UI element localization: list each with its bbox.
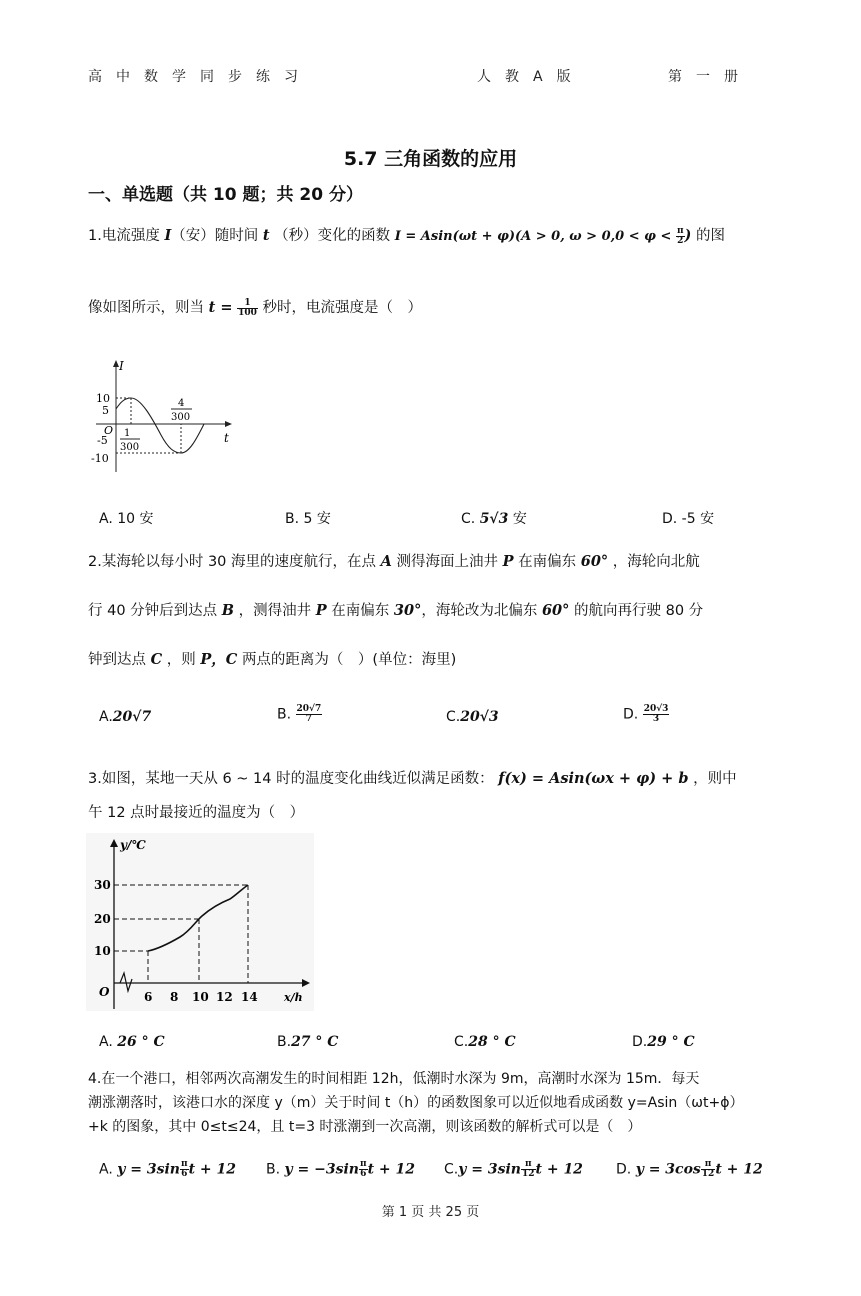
q2-option-b-fraction [296, 705, 323, 724]
q2-option-b-num: 20√7 [296, 704, 322, 714]
q4-option-b[interactable] [266, 1160, 415, 1179]
q1-option-d[interactable]: D. -5 安 [662, 511, 715, 527]
question-2-line-1 [88, 552, 700, 572]
q4-option-c-rhs: t + 12 [535, 1161, 583, 1178]
q2-option-d-num: 20√3 [643, 704, 669, 714]
q2-option-a[interactable] [99, 709, 151, 725]
q4-option-d-rhs: t + 12 [715, 1161, 763, 1178]
q2-point-a: A [380, 553, 392, 570]
q2-line2-a: 行 40 分钟后到达点 [88, 603, 218, 619]
q1-var-t: t [262, 227, 270, 244]
q1-option-c[interactable] [461, 508, 527, 528]
q1-t-eq: t = [208, 299, 233, 316]
question-1-line-2 [88, 298, 422, 318]
q4-option-c-fraction [521, 1160, 536, 1179]
q3-option-b-math: 27 ° C [291, 1034, 339, 1050]
q4-option-a-prefix: A. [99, 1161, 113, 1178]
q3-graph-background [86, 833, 314, 1011]
q4-option-a-fraction [180, 1160, 189, 1179]
q4-option-c-den: 12 [521, 1169, 535, 1179]
q4-option-a-rhs: t + 12 [188, 1161, 236, 1178]
q3-option-c-prefix: C. [454, 1034, 469, 1050]
q1-formula-fraction [676, 227, 685, 246]
header-middle: 人 教 A 版 [477, 69, 571, 85]
question-4-line-3: +k 的图象，其中 0≤t≤24，且 t=3 时涨潮到一次高潮，则该函数的解析式可以是（ ） [88, 1119, 642, 1135]
q3-option-d-prefix: D. [632, 1034, 648, 1050]
q4-option-c-lhs: y = 3sin [458, 1161, 521, 1178]
q2-option-a-prefix: A. [99, 709, 113, 725]
q3-ytick-30: 30 [94, 878, 111, 892]
q3-option-a[interactable] [99, 1034, 165, 1050]
q1-xlabel2-num: 4 [178, 398, 185, 409]
q2-angle-60-2: 60° [541, 602, 570, 619]
q3-option-c[interactable] [454, 1034, 516, 1050]
q1-xlabel1-num: 1 [124, 428, 131, 439]
q3-graph [86, 833, 314, 1011]
q3-option-d[interactable] [632, 1034, 695, 1050]
q3-line1-a: 3.如图，某地一天从 6 ~ 14 时的温度变化曲线近似满足函数： [88, 771, 494, 787]
q1-ytick-10: 10 [96, 392, 110, 405]
question-1-line-1 [88, 226, 778, 247]
q3-option-a-math: 26 ° C [117, 1034, 165, 1050]
q1-origin: O [104, 424, 114, 437]
q1-ytick-neg10: -10 [91, 452, 109, 465]
q4-option-d[interactable] [616, 1160, 763, 1179]
header-left: 高 中 数 学 同 步 练 习 [88, 69, 298, 85]
section-heading: 一、单选题（共 10 题；共 20 分） [88, 185, 363, 205]
q2-line1-b: 测得海面上油井 [396, 554, 498, 570]
q1-frac-two: 2 [677, 235, 684, 246]
q3-y-label: y/℃ [120, 838, 146, 852]
q3-origin: O [99, 985, 110, 999]
q1-t-fraction [237, 299, 258, 318]
q3-line1-b: ，则中 [693, 771, 737, 787]
q1-unit: （安）随时间 [171, 228, 259, 244]
q4-option-c-prefix: C. [444, 1161, 459, 1178]
q1-x-label: t [224, 431, 229, 445]
q3-xtick-8: 8 [170, 990, 179, 1004]
q2-option-b[interactable] [277, 705, 322, 724]
q1-line2-tail: 秒时，电流强度是（ ） [262, 300, 423, 316]
q2-option-c-math: 20√3 [460, 709, 499, 725]
q1-xlabel2-den: 300 [171, 412, 191, 423]
q2-line3-b: ，则 [166, 652, 196, 668]
q1-formula-end: ) [684, 227, 692, 244]
q3-x-label: x/h [284, 991, 303, 1004]
q2-option-d-den: 3 [652, 714, 660, 724]
q2-option-b-prefix: B. [277, 706, 292, 723]
q4-option-b-fraction [359, 1160, 368, 1179]
q2-point-p: P [502, 553, 514, 570]
q4-option-c[interactable] [444, 1160, 583, 1179]
q4-option-b-prefix: B. [266, 1161, 281, 1178]
q4-option-d-fraction [701, 1160, 716, 1179]
q2-line2-b: ，测得油井 [238, 603, 312, 619]
q4-option-d-den: 12 [701, 1169, 715, 1179]
q1-y-label: I [119, 359, 124, 373]
q4-option-b-rhs: t + 12 [367, 1161, 416, 1178]
page-footer: 第 1 页 共 25 页 [381, 1205, 480, 1220]
q2-line2-c: 在南偏东 [331, 603, 390, 619]
q1-tail: 的图 [696, 228, 726, 244]
q2-line3-c: 两点的距离为（ ）(单位：海里) [241, 652, 457, 668]
q4-option-b-pi: π [359, 1159, 367, 1169]
q2-option-b-den: 7 [305, 714, 312, 724]
page-title: 5.7 三角函数的应用 [343, 148, 518, 170]
q2-option-c-prefix: C. [446, 709, 461, 725]
q2-line2-d: ，海轮改为北偏东 [421, 603, 538, 619]
q3-xtick-12: 12 [216, 990, 233, 1004]
q3-option-c-math: 28 ° C [468, 1034, 516, 1050]
question-2-line-2 [88, 601, 703, 621]
q3-ytick-20: 20 [94, 912, 111, 926]
q2-line2-e: 的航向再行驶 80 分 [573, 603, 704, 619]
q1-ytick-neg5: -5 [97, 434, 108, 447]
q1-option-c-suffix: 安 [512, 511, 527, 527]
q1-line2-prefix: 像如图所示，则当 [88, 300, 204, 316]
q4-option-b-den: 6 [360, 1169, 367, 1179]
q4-option-b-lhs: y = −3sin [284, 1161, 359, 1178]
q2-option-d[interactable] [623, 705, 669, 724]
q2-angle-60: 60° [580, 553, 609, 570]
q1-ytick-5: 5 [102, 404, 109, 417]
question-4-line-1: 4.在一个港口，相邻两次高潮发生的时间相距 12h，低潮时水深为 9m，高潮时水深为 15m．每天 [88, 1071, 700, 1087]
q1-option-a[interactable]: A. 10 安 [99, 511, 154, 527]
question-3-line-2: 午 12 点时最接近的温度为（ ） [88, 805, 305, 821]
q3-option-b-prefix: B. [277, 1034, 292, 1050]
q2-point-p-2: P [315, 602, 327, 619]
q2-option-d-fraction [643, 705, 670, 724]
q2-line1-c: 在南偏东 [518, 554, 577, 570]
q3-xtick-10: 10 [192, 990, 209, 1004]
q4-option-a[interactable] [99, 1160, 236, 1179]
q4-option-d-pi: π [701, 1160, 716, 1170]
q4-option-a-lhs: y = 3sin [117, 1161, 180, 1178]
q1-xlabel1-den: 300 [120, 442, 140, 453]
q3-ytick-10: 10 [94, 944, 111, 958]
q2-option-c[interactable] [446, 709, 499, 725]
q2-line3-a: 钟到达点 [88, 652, 146, 668]
q3-option-d-math: 29 ° C [647, 1034, 695, 1050]
q2-angle-30: 30° [393, 602, 422, 619]
q2-point-c: C [150, 651, 163, 668]
q1-option-c-math: 5√3 [479, 511, 509, 527]
q1-option-c-prefix: C. [461, 511, 476, 527]
q1-option-b[interactable]: B. 5 安 [285, 511, 331, 527]
q2-option-d-prefix: D. [623, 706, 639, 723]
q2-option-a-math: 20√7 [112, 709, 152, 725]
q1-prefix: 1.电流强度 [88, 228, 160, 244]
q1-formula: I = Asin(ωt + φ)(A > 0, ω > 0,0 < φ < [394, 229, 672, 244]
q1-graph [86, 356, 238, 476]
header-right: 第 一 册 [668, 69, 738, 85]
q1-mid: （秒）变化的函数 [274, 228, 391, 244]
q3-option-a-prefix: A. [99, 1034, 113, 1050]
question-3-line-1 [88, 769, 737, 789]
q4-option-c-pi: π [521, 1160, 536, 1170]
q4-option-d-lhs: y = 3cos [635, 1161, 701, 1178]
q3-option-b[interactable] [277, 1034, 338, 1050]
q3-xtick-6: 6 [144, 990, 153, 1004]
q4-option-a-pi: π [180, 1159, 188, 1169]
q2-points-pc: P，C [200, 651, 238, 668]
q4-option-a-den: 6 [181, 1169, 188, 1179]
q2-line1-a: 2.某海轮以每小时 30 海里的速度航行，在点 [88, 554, 377, 570]
question-2-line-3 [88, 650, 456, 670]
q1-t-num: 1 [237, 299, 258, 309]
q1-t-den: 100 [238, 307, 257, 318]
q1-var-i: I [164, 227, 172, 244]
q1-frac-pi: π [676, 225, 684, 236]
q2-line1-d: ，海轮向北航 [612, 554, 700, 570]
question-4-line-2: 潮涨潮落时，该港口水的深度 y（m）关于时间 t（h）的函数图象可以近似地看成函数 y=Asin（ωt+ϕ） [88, 1095, 744, 1111]
q1-x-arrow [225, 421, 232, 427]
q4-option-d-prefix: D. [616, 1161, 632, 1178]
q2-point-b: B [221, 602, 235, 619]
q3-formula: f(x) = Asin(ωx + φ) + b [498, 770, 689, 787]
q3-xtick-14: 14 [241, 990, 258, 1004]
